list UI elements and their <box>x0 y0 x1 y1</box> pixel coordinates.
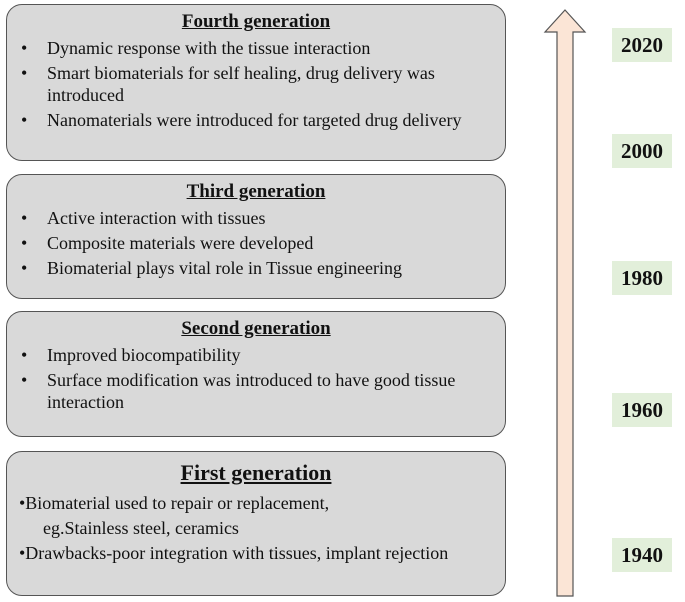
list-item: •Biomaterial used to repair or replacement, <box>19 493 330 513</box>
second-generation-list <box>7 344 505 413</box>
first-generation-list <box>7 492 505 564</box>
list-item: • Improved biocompatibility <box>7 344 505 366</box>
list-item: eg.Stainless steel, ceramics <box>43 518 239 538</box>
year-label-1940: 1940 <box>612 538 672 572</box>
list-item: • Nanomaterials were introduced for targeted drug delivery <box>7 109 505 131</box>
arrow-shape <box>545 10 585 596</box>
year-label-1960: 1960 <box>612 393 672 427</box>
year-label-2020: 2020 <box>612 28 672 62</box>
first-generation-box <box>6 451 506 596</box>
third-generation-list <box>7 207 505 279</box>
list-item: • Dynamic response with the tissue interaction <box>7 37 505 59</box>
fourth-generation-box <box>6 4 506 161</box>
third-generation-title: Third generation <box>186 181 326 202</box>
second-generation-box <box>6 311 506 437</box>
second-generation-title: Second generation <box>181 318 331 339</box>
list-item: • Smart biomaterials for self healing, drug delivery was introduced <box>7 62 505 106</box>
first-generation-title: First generation <box>180 460 332 485</box>
fourth-generation-list <box>7 37 505 131</box>
fourth-generation-title: Fourth generation <box>181 11 331 32</box>
list-item: • Composite materials were developed <box>7 232 505 254</box>
list-item: • Surface modification was introduced to have good tissue interaction <box>7 369 505 413</box>
year-label-1980: 1980 <box>612 261 672 295</box>
list-item: • Biomaterial plays vital role in Tissue engineering <box>7 257 505 279</box>
timeline-arrow-icon <box>541 8 589 598</box>
year-label-2000: 2000 <box>612 134 672 168</box>
list-item: •Drawbacks-poor integration with tissues, implant rejection <box>19 543 449 563</box>
third-generation-box <box>6 174 506 299</box>
list-item: • Active interaction with tissues <box>7 207 505 229</box>
